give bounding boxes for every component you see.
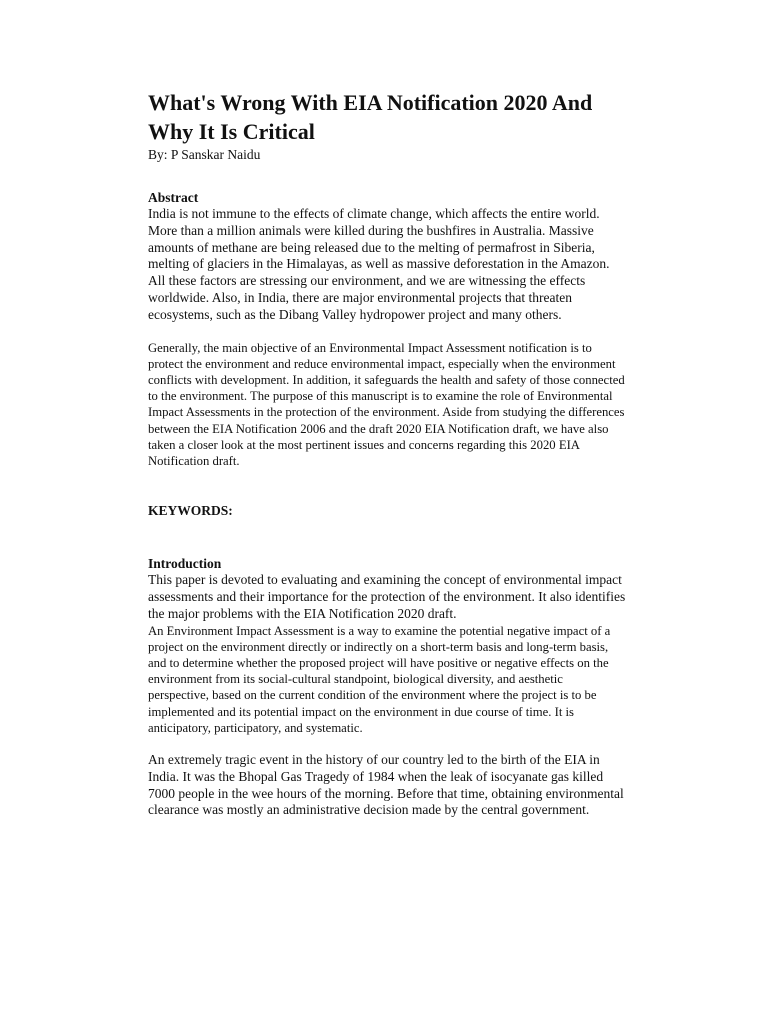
document-page	[148, 88, 626, 819]
abstract-paragraph-2: Generally, the main objective of an Environmental Impact Assessment notification is to protect the environment and reduce environmental impact, especially when the environment conflicts with development. In addition, it safeguards the health and safety of those connected to the environment. The purpose of this manuscript is to examine the role of Environmental Impact Assessments in the protection of the environment. Aside from studying the differences between the EIA Notification 2006 and the draft 2020 EIA Notification draft, we have also taken a closer look at the most pertinent issues and concerns regarding this 2020 EIA Notification draft.	[148, 340, 625, 468]
introduction-heading: Introduction	[148, 556, 222, 572]
abstract-paragraph-1: India is not immune to the effects of climate change, which affects the entire world. More than a million animals were killed during the bushfires in Australia. Massive amounts of methane are being released due to the melting of permafrost in Siberia, melting of glaciers in the Himalayas, as well as massive deforestation in the Amazon. All these factors are stressing our environment, and we are witnessing the effects worldwide. Also, in India, there are major environmental projects that threaten ecosystems, such as the Dibang Valley hydropower project and many others.	[148, 206, 610, 322]
introduction-paragraph-2: An Environment Impact Assessment is a way to examine the potential negative impact of a project on the environment directly or indirectly on a short-term basis and long-term basis, and to determine whether the proposed project will have positive or negative effects on the environment from its social-cultural standpoint, biological diversity, and aesthetic perspective, based on the current condition of the environment where the project is to be implemented and its potential impact on the environment in due course of time. It is anticipatory, participatory, and systematic.	[148, 623, 611, 735]
document-title: What's Wrong With EIA Notification 2020 And Why It Is Critical	[148, 90, 593, 144]
author-byline: By: P Sanskar Naidu	[148, 147, 261, 162]
introduction-paragraph-1: This paper is devoted to evaluating and examining the concept of environmental impact assessments and their importance for the protection of the environment. It also identifies the major problems with the EIA Notification 2020 draft.	[148, 572, 626, 621]
introduction-paragraph-3: An extremely tragic event in the history of our country led to the birth of the EIA in India. It was the Bhopal Gas Tragedy of 1984 when the leak of isocyanate gas killed 7000 people in the wee hours of the morning. Before that time, obtaining environmental clearance was mostly an administrative decision made by the central government.	[148, 752, 624, 818]
keywords-heading: KEYWORDS:	[148, 503, 233, 519]
abstract-heading: Abstract	[148, 190, 199, 205]
